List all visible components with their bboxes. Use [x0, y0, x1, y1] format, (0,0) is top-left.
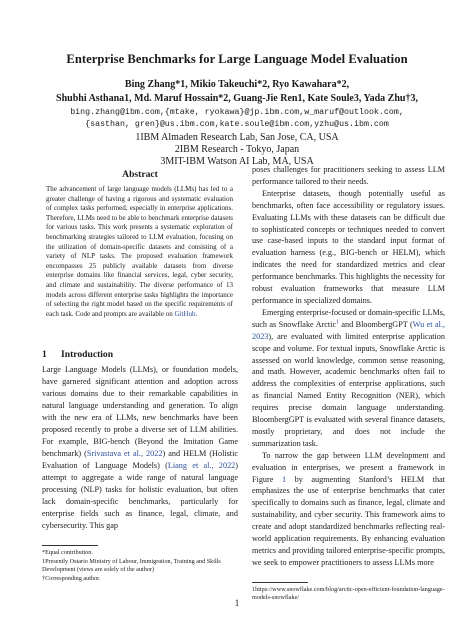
abstract-heading: Abstract [122, 169, 158, 180]
emails-line-1: bing.zhang@ibm.com,{mtake, ryokawa}@jp.ibm.com,w_maruf@outlook.com, [70, 108, 404, 117]
footnote-snowflake-url[interactable]: 1https://www.snowflake.com/blog/arctic-open-efficient-foundation-language-models-snowflake/ [252, 586, 445, 601]
right-paragraph-0: poses challenges for practitioners seeking to assess LLM performance tailored to their needs. [252, 165, 445, 186]
authors-line-2: Shubhi Asthana1, Md. Maruf Hossain*2, Guang-Jie Ren1, Kate Soule3, Yada Zhu†3, [56, 93, 418, 104]
intro-paragraph [42, 364, 238, 532]
abstract-body [46, 185, 233, 319]
intro-text-c: ) attempt to aggregate a wide range of natural language processing (NLP) tasks for holistic evaluation, but often lack domain-specific benchmarks, particularly for enterprise fields such as finance, legal, climate, and cybersecurity. This gap [42, 461, 238, 530]
abstract-text: The advancement of large language models (LLMs) has led to a greater challenge of having a rigorous and systematic evaluation of complex tasks performed, especially in enterprise applications. Therefore, LLMs need to be able to benchmark enterprise datasets for various tasks. This work presents a systematic exploration of benchmarking strategies tailored to LLM evaluation, focusing on the utilization of domain-specific datasets and consisting of a variety of NLP tasks. The proposed evaluation framework encompasses 25 publicly available datasets from diverse enterprise domains like financial services, legal, cyber security, and climate and sustainability. The diverse performance of 13 models across different enterprise tasks highlights the importance of selecting the right model based on the specific requirements of each task. Code and prompts are available on [46, 185, 233, 318]
affiliation-2: 2IBM Research - Tokyo, Japan [174, 144, 300, 155]
citation-wu[interactable]: Wu et al., 2023 [252, 319, 445, 341]
paper-title: Enterprise Benchmarks for Large Language Model Evaluation [66, 52, 408, 66]
footnote-rule-left [42, 545, 98, 546]
intro-text-a: Large Language Models (LLMs), or foundation models, have garnered significant attention and adoption across various domains due to their remarkable capabilities in natural language understanding and generation. To align with the new era of LLMs, new benchmarks have been proposed recently to probe a diverse set of LLM abilities. For example, BIG-bench (Beyond the Imitation Game benchmark) ( [42, 365, 238, 458]
affiliation-1: 1IBM Almaden Research Lab, San Jose, CA, USA [135, 132, 339, 143]
emails-line-2: {sasthan, gren}@us.ibm.com,kate.soule@ibm.com,yzhu@us.ibm.com [85, 120, 389, 129]
right-paragraph-1: Enterprise datasets, though potentially useful as benchmarks, often face accessibility or regulatory issues. Evaluating LLMs with these datasets can be difficult due to sophisticated concepts or techniques needed to convert use case-based inputs to the standard input format of evaluation harness (e.g., BIG-bench or HELM), which indicates the need for standardized metrics and clear performance benchmarks. This highlights the necessity for robust evaluation frameworks that measure LLM performance in specialized domains. [252, 188, 445, 305]
citation-liang[interactable]: Liang et al., 2022 [167, 461, 236, 470]
github-link[interactable]: GitHub [174, 309, 196, 318]
section-heading-introduction [42, 349, 113, 360]
right-p2-text-b: and BloombergGPT ( [338, 319, 413, 329]
section-title: Introduction [61, 349, 114, 360]
right-p3-text-a: To narrow the gap between LLM development and evaluation in enterprises, we present a framework in Figure [252, 450, 445, 484]
citation-srivastava[interactable]: Srivastava et al., 2022 [86, 449, 163, 458]
footnote-marker-1[interactable]: 1 [336, 319, 339, 326]
abstract-end: . [195, 309, 198, 318]
intro-text-b: ) and HELM (Holistic Evaluation of Language Models) ( [42, 449, 238, 470]
right-p2-text-c: ), are evaluated with limited enterprise application scope and volume. For textual inputs, Snowflake Arctic is assessed on world knowledge, common sense reasoning, and math. However, academic benchmarks often fail to address the complexities of enterprise applications, such as financial Named Entity Recognition (NER), which requires precise domain language understanding. BloombergGPT is evaluated with several finance datasets, mostly proprietary, and does not include the summarization task. [252, 331, 445, 448]
figure-reference[interactable]: 1 [281, 474, 287, 484]
right-paragraph-3 [252, 450, 445, 569]
footnote-ministry: 1Presently Ostario Ministry of Labour, Immigration, Training and Skills Development (views are solely of the author) [42, 558, 221, 573]
authors-line-1: Bing Zhang*1, Mikio Takeuchi*2, Ryo Kawahara*2, [124, 79, 350, 90]
right-paragraph-2 [252, 307, 445, 450]
footnote-rule-right [252, 582, 308, 583]
affiliation-3: 3MIT-IBM Watson AI Lab, MA, USA [160, 156, 314, 167]
right-p3-text-b: by augmenting Stanford’s HELM that emphasizes the use of enterprise benchmarks that cater specifically to domains such as finance, legal, climate and sustainability, and cyber security. This framework aims to create and adopt standardized benchmarks reflecting real-world application requirements. By enhancing evaluation metrics and providing tailored enterprise-specific prompts, we seek to empower practitioners to assess LLMs more [252, 474, 445, 567]
right-p2-text-a: Emerging enterprise-focused or domain-specific LLMs, such as Snowflake Arctic [252, 307, 445, 329]
footnote-corresponding: †Corresponding author. [42, 575, 101, 582]
footnote-equal-contribution: *Equal contribution. [42, 549, 93, 556]
page-number: 1 [234, 598, 240, 608]
right-column [252, 164, 445, 569]
section-number: 1 [42, 349, 47, 360]
